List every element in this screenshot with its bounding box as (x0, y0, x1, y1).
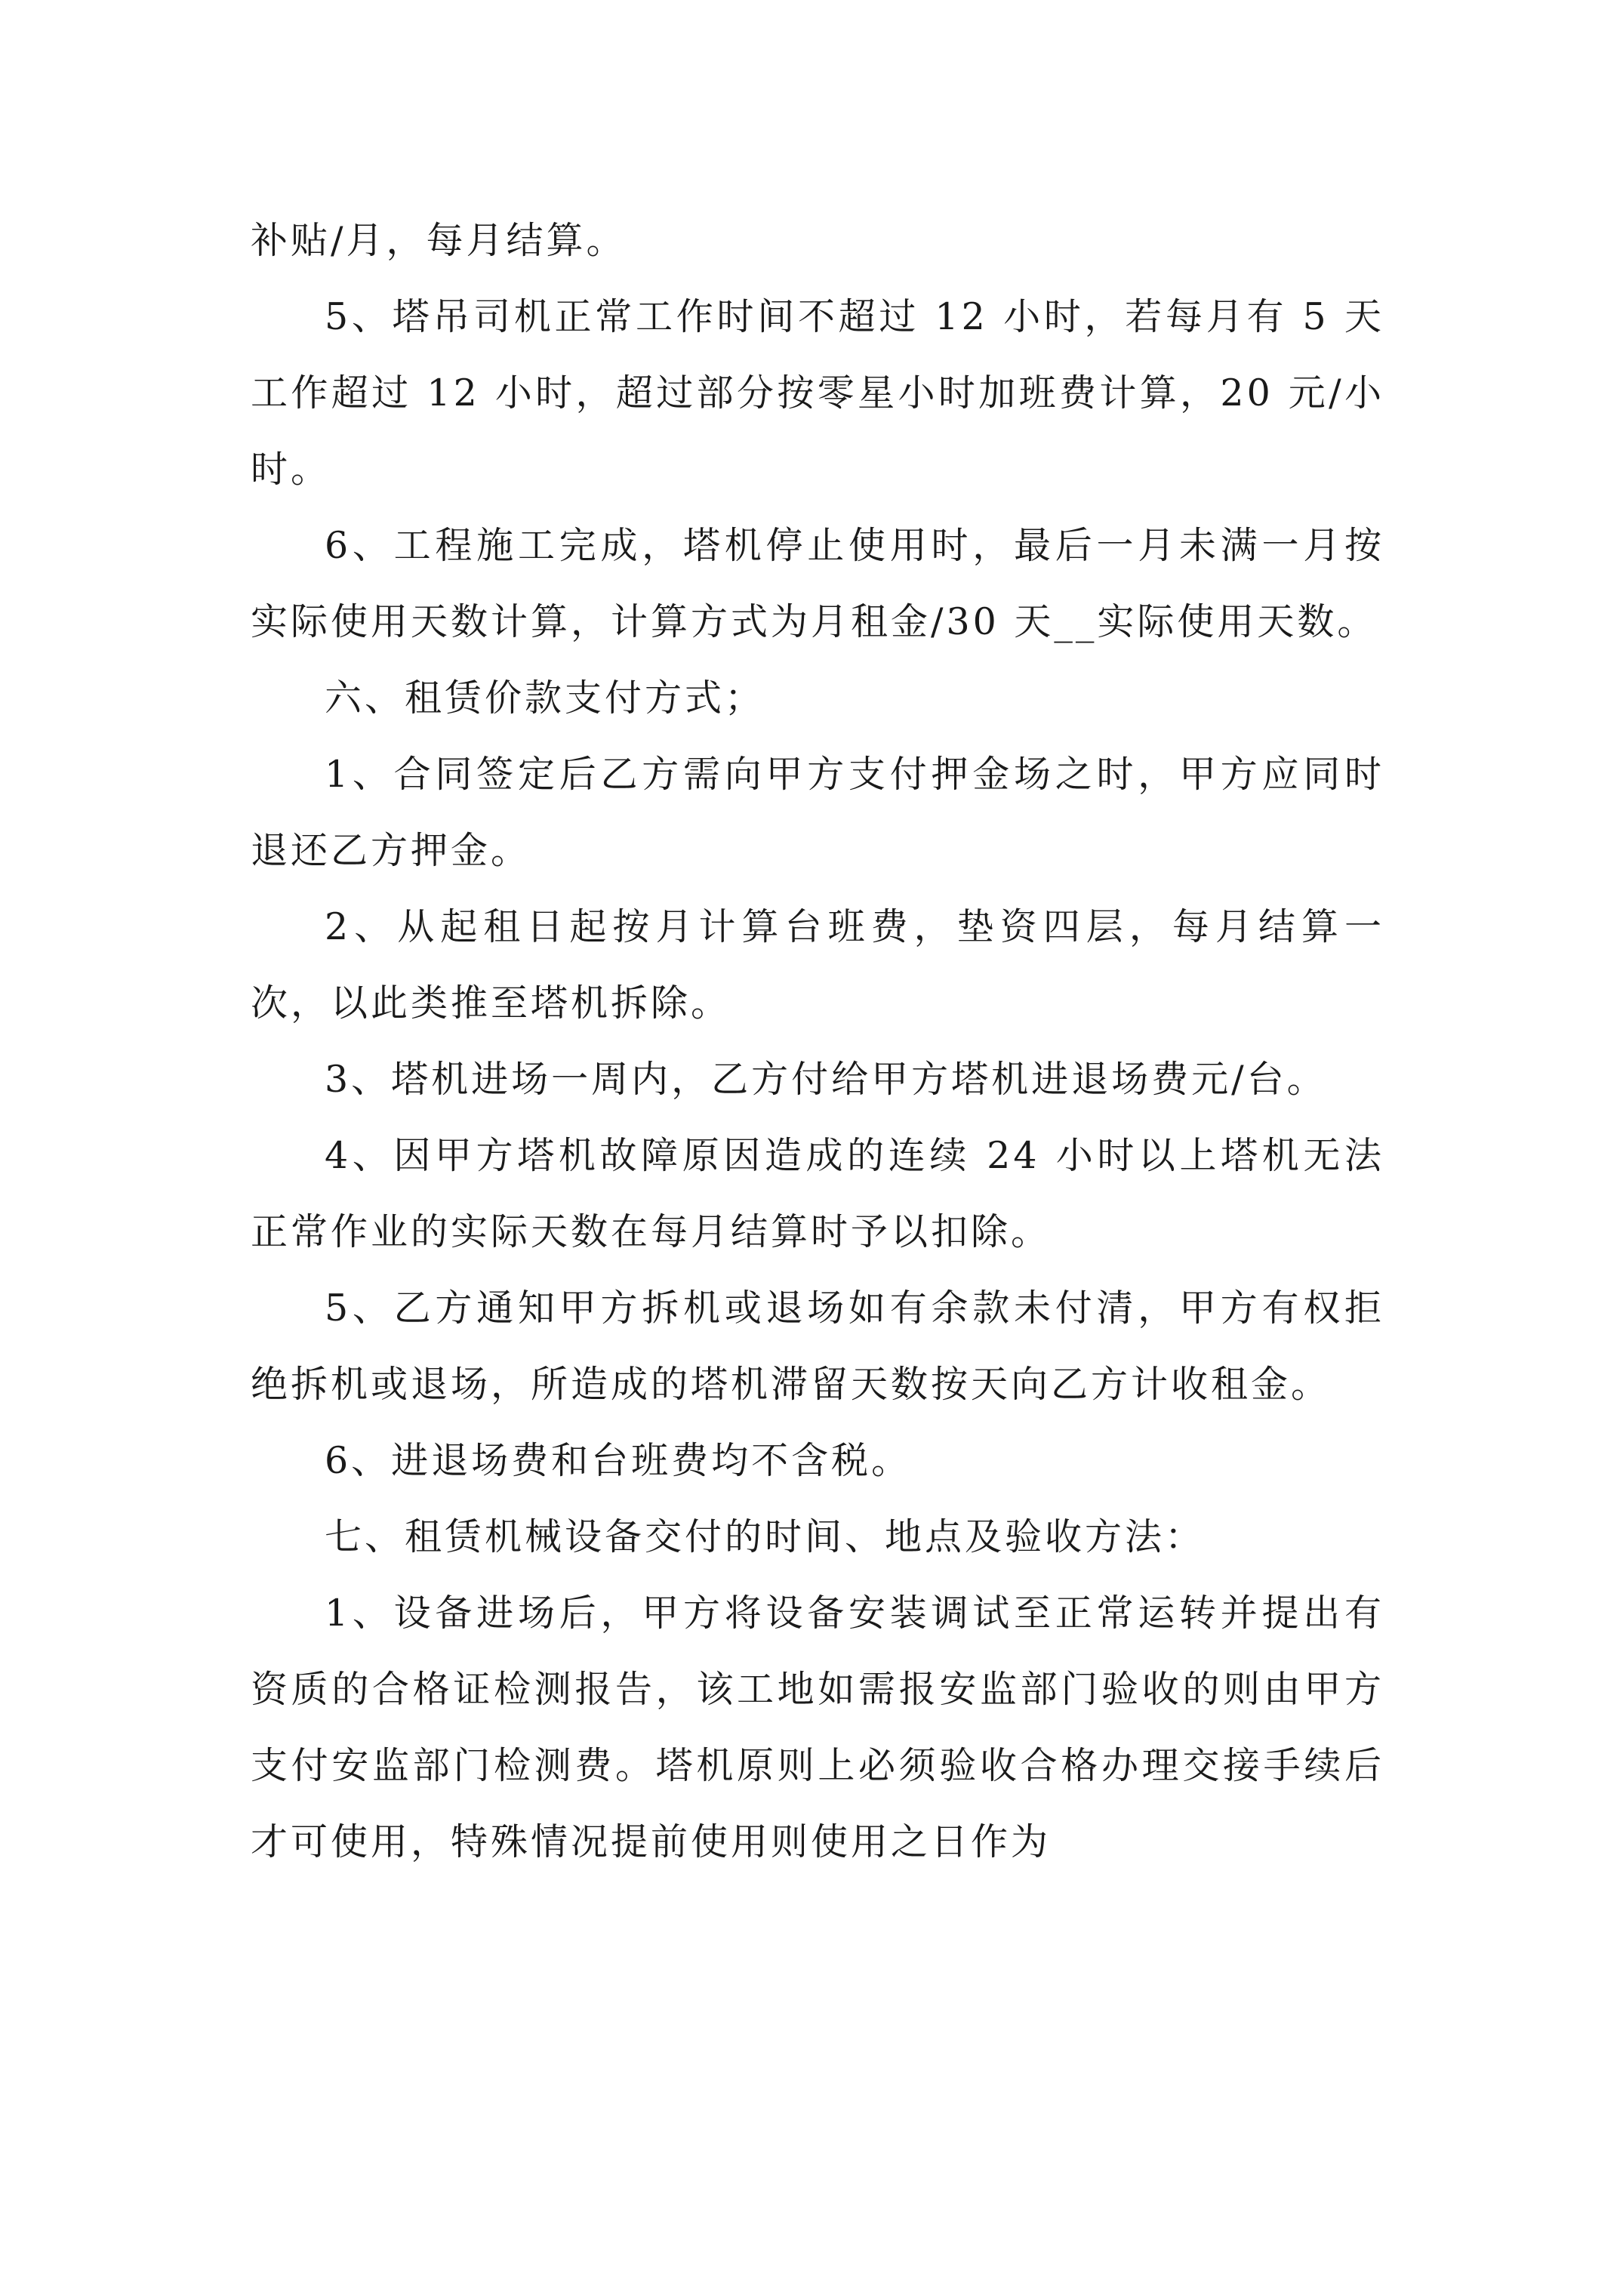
paragraph-continuation: 补贴/月，每月结算。 (251, 219, 627, 262)
paragraph-unpaid-balance: 5、乙方通知甲方拆机或退场如有余款未付清，甲方有权拒绝拆机或退场，所造成的塔机滞留天数按天向乙方计收租金。 (251, 1287, 1384, 1406)
section-heading-payment: 六、租赁价款支付方式； (325, 676, 765, 720)
paragraph-acceptance: 1、设备进场后，甲方将设备安装调试至正常运转并提出有资质的合格证检测报告，该工地如需报安监部门验收的则由甲方支付安监部门检测费。塔机原则上必须验收合格办理交接手续后才可使用，特殊情况提前使用则使用之日作为 (251, 1592, 1384, 1863)
paragraph-deposit: 1、合同签定后乙方需向甲方支付押金场之时，甲方应同时退还乙方押金。 (251, 753, 1384, 872)
paragraph-tax: 6、进退场费和台班费均不含税。 (325, 1439, 912, 1482)
paragraph-fault-deduction: 4、因甲方塔机故障原因造成的连续 24 小时以上塔机无法正常作业的实际天数在每月结算时予以扣除。 (251, 1134, 1384, 1253)
document-body (251, 202, 1384, 1880)
paragraph-final-month: 6、工程施工完成，塔机停止使用时，最后一月未满一月按实际使用天数计算，计算方式为月租金/30 天__实际使用天数。 (251, 524, 1384, 643)
section-heading-delivery: 七、租赁机械设备交付的时间、地点及验收方法： (325, 1515, 1206, 1558)
paragraph-driver-overtime: 5、塔吊司机正常工作时间不超过 12 小时，若每月有 5 天工作超过 12 小时，超过部分按零星小时加班费计算，20 元/小时。 (251, 295, 1384, 491)
paragraph-entry-fee: 3、塔机进场一周内，乙方付给甲方塔机进退场费元/台。 (325, 1058, 1327, 1101)
paragraph-shift-fee: 2、从起租日起按月计算台班费，垫资四层，每月结算一次，以此类推至塔机拆除。 (251, 905, 1384, 1025)
